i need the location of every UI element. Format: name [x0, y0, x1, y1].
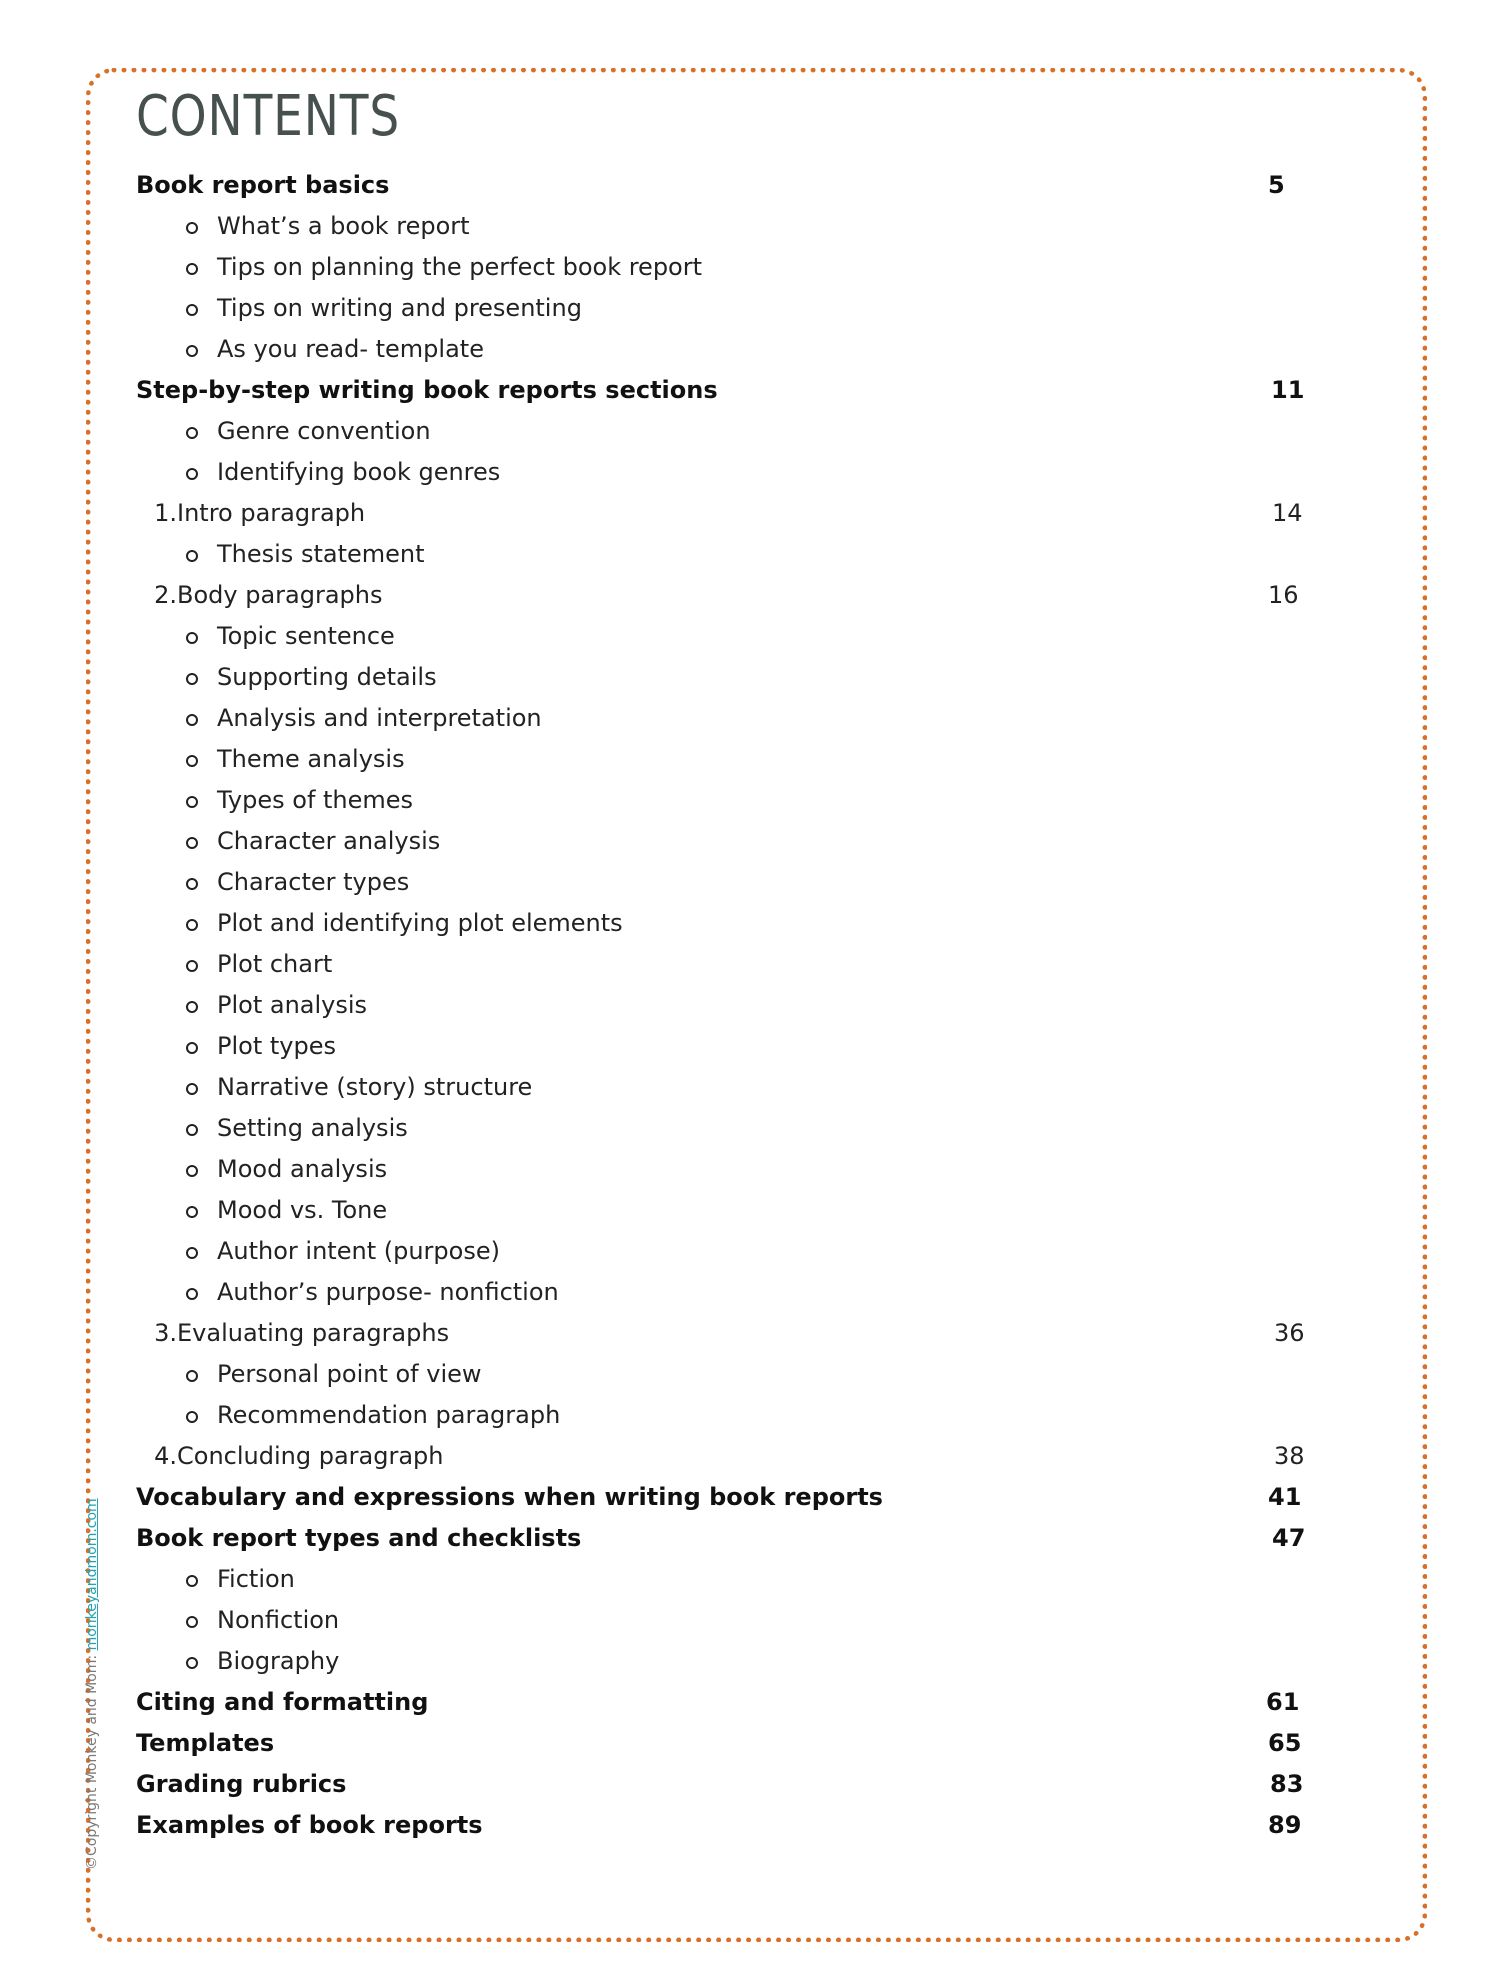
bullet-icon	[186, 1288, 198, 1300]
toc-page-number: 5	[1268, 171, 1285, 199]
toc-page-number: 14	[1272, 499, 1303, 527]
toc-subitem-row	[0, 288, 1500, 329]
toc-page-number: 83	[1270, 1770, 1304, 1798]
toc-entry-text: Mood analysis	[217, 1155, 388, 1183]
toc-subitem-row	[0, 534, 1500, 575]
toc-subitem-row	[0, 616, 1500, 657]
bullet-icon	[186, 755, 198, 767]
toc-section-row	[0, 1518, 1500, 1559]
bullet-icon	[186, 1575, 198, 1587]
toc-entry-text: Genre convention	[217, 417, 431, 445]
bullet-icon	[186, 1616, 198, 1628]
toc-subitem-row	[0, 903, 1500, 944]
toc-entry-text: Biography	[217, 1647, 340, 1675]
toc-entry-text: Character analysis	[217, 827, 441, 855]
toc-subitem-row	[0, 329, 1500, 370]
bullet-icon	[186, 673, 198, 685]
bullet-icon	[186, 632, 198, 644]
toc-entry-text: Grading rubrics	[136, 1770, 347, 1798]
bullet-icon	[186, 1165, 198, 1177]
toc-entry-text: Evaluating paragraphs	[177, 1319, 450, 1347]
toc-subitem-row	[0, 206, 1500, 247]
toc-entry-text: Personal point of view	[217, 1360, 482, 1388]
bullet-icon	[186, 1083, 198, 1095]
bullet-icon	[186, 919, 198, 931]
toc-entry-text: Author intent (purpose)	[217, 1237, 500, 1265]
toc-entry-text: Identifying book genres	[217, 458, 501, 486]
bullet-icon	[186, 1124, 198, 1136]
toc-entry-text: Body paragraphs	[177, 581, 383, 609]
toc-subitem-row	[0, 1067, 1500, 1108]
bullet-icon	[186, 1370, 198, 1382]
toc-subitem-row	[0, 1231, 1500, 1272]
toc-entry-text: Citing and formatting	[136, 1688, 429, 1716]
toc-subitem-row	[0, 1149, 1500, 1190]
toc-entry-text: Templates	[136, 1729, 275, 1757]
toc-entry-text: Nonfiction	[217, 1606, 340, 1634]
toc-number: 4.	[154, 1442, 177, 1470]
toc-entry-text: Types of themes	[217, 786, 414, 814]
toc-section-row	[0, 1682, 1500, 1723]
bullet-icon	[186, 550, 198, 562]
toc-entry-text: Examples of book reports	[136, 1811, 483, 1839]
toc-entry-text: Recommendation paragraph	[217, 1401, 561, 1429]
toc-entry-text: Concluding paragraph	[177, 1442, 444, 1470]
bullet-icon	[186, 714, 198, 726]
toc-entry-text: Plot and identifying plot elements	[217, 909, 623, 937]
toc-entry-text: Narrative (story) structure	[217, 1073, 533, 1101]
bullet-icon	[186, 1247, 198, 1259]
toc-subitem-row	[0, 657, 1500, 698]
toc-entry-text: Vocabulary and expressions when writing book reports	[136, 1483, 883, 1511]
bullet-icon	[186, 1206, 198, 1218]
toc-subitem-row	[0, 821, 1500, 862]
toc-entry-text: Supporting details	[217, 663, 437, 691]
toc-entry-text: Tips on planning the perfect book report	[217, 253, 703, 281]
copyright-notice	[84, 1498, 100, 1870]
toc-numbered-row	[0, 575, 1500, 616]
toc-number: 1.	[154, 499, 177, 527]
toc-page-number: 36	[1274, 1319, 1305, 1347]
toc-subitem-row	[0, 1395, 1500, 1436]
toc-page-number: 16	[1268, 581, 1299, 609]
toc-entry-text: Book report basics	[136, 171, 390, 199]
toc-entry-text: As you read- template	[217, 335, 484, 363]
toc-page-number: 65	[1268, 1729, 1302, 1757]
toc-subitem-row	[0, 739, 1500, 780]
toc-entry-text: Tips on writing and presenting	[217, 294, 582, 322]
toc-section-row	[0, 1723, 1500, 1764]
toc-subitem-row	[0, 698, 1500, 739]
toc-subitem-row	[0, 944, 1500, 985]
toc-subitem-row	[0, 862, 1500, 903]
toc-entry-text: Plot types	[217, 1032, 336, 1060]
toc-subitem-row	[0, 1600, 1500, 1641]
toc-subitem-row	[0, 1559, 1500, 1600]
toc-subitem-row	[0, 1026, 1500, 1067]
copyright-link[interactable]: monkeyandmom.com	[84, 1498, 100, 1651]
bullet-icon	[186, 468, 198, 480]
toc-page-number: 11	[1271, 376, 1305, 404]
bullet-icon	[186, 796, 198, 808]
toc-page-number: 47	[1272, 1524, 1306, 1552]
toc-entry-text: What’s a book report	[217, 212, 470, 240]
toc-number: 3.	[154, 1319, 177, 1347]
toc-numbered-row	[0, 1436, 1500, 1477]
toc-section-row	[0, 1477, 1500, 1518]
toc-entry-text: Plot analysis	[217, 991, 368, 1019]
toc-entry-text: Setting analysis	[217, 1114, 408, 1142]
bullet-icon	[186, 960, 198, 972]
toc-entry-text: Intro paragraph	[177, 499, 366, 527]
toc-subitem-row	[0, 247, 1500, 288]
toc-section-row	[0, 370, 1500, 411]
bullet-icon	[186, 1001, 198, 1013]
toc-entry-text: Plot chart	[217, 950, 333, 978]
toc-entry-text: Book report types and checklists	[136, 1524, 582, 1552]
toc-number: 2.	[154, 581, 177, 609]
toc-subitem-row	[0, 1190, 1500, 1231]
bullet-icon	[186, 222, 198, 234]
bullet-icon	[186, 1042, 198, 1054]
toc-subitem-row	[0, 1354, 1500, 1395]
toc-page-number: 38	[1274, 1442, 1305, 1470]
toc-numbered-row	[0, 1313, 1500, 1354]
toc-subitem-row	[0, 1641, 1500, 1682]
bullet-icon	[186, 878, 198, 890]
bullet-icon	[186, 427, 198, 439]
toc-entry-text: Analysis and interpretation	[217, 704, 542, 732]
toc-entry-text: Theme analysis	[217, 745, 405, 773]
toc-subitem-row	[0, 780, 1500, 821]
toc-entry-text: Thesis statement	[217, 540, 425, 568]
bullet-icon	[186, 837, 198, 849]
toc-section-row	[0, 165, 1500, 206]
toc-page-number: 61	[1266, 1688, 1300, 1716]
toc-entry-text: Fiction	[217, 1565, 295, 1593]
bullet-icon	[186, 345, 198, 357]
toc-section-row	[0, 1764, 1500, 1805]
toc-subitem-row	[0, 452, 1500, 493]
bullet-icon	[186, 304, 198, 316]
toc-entry-text: Author’s purpose- nonfiction	[217, 1278, 559, 1306]
page-title: CONTENTS	[136, 84, 401, 149]
toc-entry-text: Mood vs. Tone	[217, 1196, 388, 1224]
toc-section-row	[0, 1805, 1500, 1846]
toc-entry-text: Topic sentence	[217, 622, 395, 650]
toc-entry-text: Step-by-step writing book reports sections	[136, 376, 718, 404]
toc-page-number: 41	[1268, 1483, 1302, 1511]
toc-entry-text: Character types	[217, 868, 410, 896]
bullet-icon	[186, 1411, 198, 1423]
bullet-icon	[186, 1657, 198, 1669]
toc-subitem-row	[0, 985, 1500, 1026]
bullet-icon	[186, 263, 198, 275]
toc-subitem-row	[0, 1272, 1500, 1313]
toc-numbered-row	[0, 493, 1500, 534]
toc-page-number: 89	[1268, 1811, 1302, 1839]
toc-subitem-row	[0, 411, 1500, 452]
copyright-text: ©Copyright Monkey and Mom:	[84, 1650, 100, 1870]
toc-subitem-row	[0, 1108, 1500, 1149]
